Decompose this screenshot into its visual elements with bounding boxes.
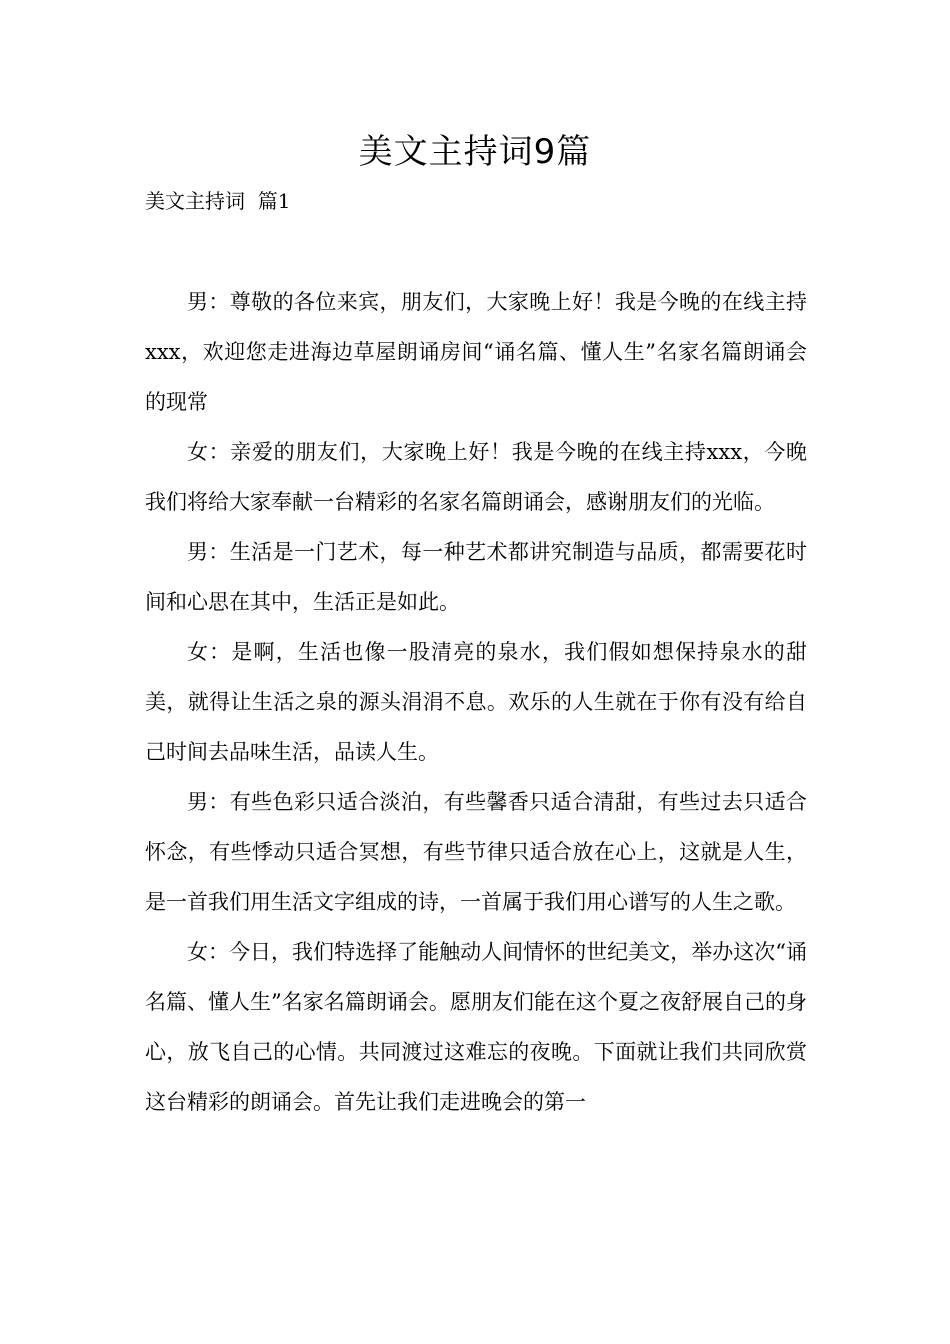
document-body xyxy=(145,277,807,1127)
section-heading: 美文主持词 篇1 xyxy=(145,189,291,213)
paragraph: 男：生活是一门艺术，每一种艺术都讲究制造与品质，都需要花时间和心思在其中，生活正是如此。 xyxy=(145,540,807,614)
paragraph: 女：是啊，生活也像一股清亮的泉水，我们假如想保持泉水的甜美，就得让生活之泉的源头涓涓不息。欢乐的人生就在于你有没有给自己时间去品味生活，品读人生。 xyxy=(145,640,807,764)
page-title: 美文主持词9篇 xyxy=(358,132,592,172)
paragraph: 男：尊敬的各位来宾，朋友们，大家晚上好！我是今晚的在线主持xxx，欢迎您走进海边草屋朗诵房间“诵名篇、懂人生”名家名篇朗诵会的现常 xyxy=(145,290,807,414)
paragraph: 女：今日，我们特选择了能触动人间情怀的世纪美文，举办这次“诵名篇、懂人生”名家名篇朗诵会。愿朋友们能在这个夏之夜舒展自己的身心，放飞自己的心情。共同渡过这难忘的夜晚。下面就让我们共同欣赏这台精彩的朗诵会。首先让我们走进晚会的第一 xyxy=(145,940,807,1114)
paragraph: 女：亲爱的朋友们，大家晚上好！我是今晚的在线主持xxx，今晚我们将给大家奉献一台精彩的名家名篇朗诵会，感谢朋友们的光临。 xyxy=(145,440,807,514)
paragraph: 男：有些色彩只适合淡泊，有些馨香只适合清甜，有些过去只适合怀念，有些悸动只适合冥想，有些节律只适合放在心上，这就是人生，是一首我们用生活文字组成的诗，一首属于我们用心谱写的人生之歌。 xyxy=(145,790,807,914)
